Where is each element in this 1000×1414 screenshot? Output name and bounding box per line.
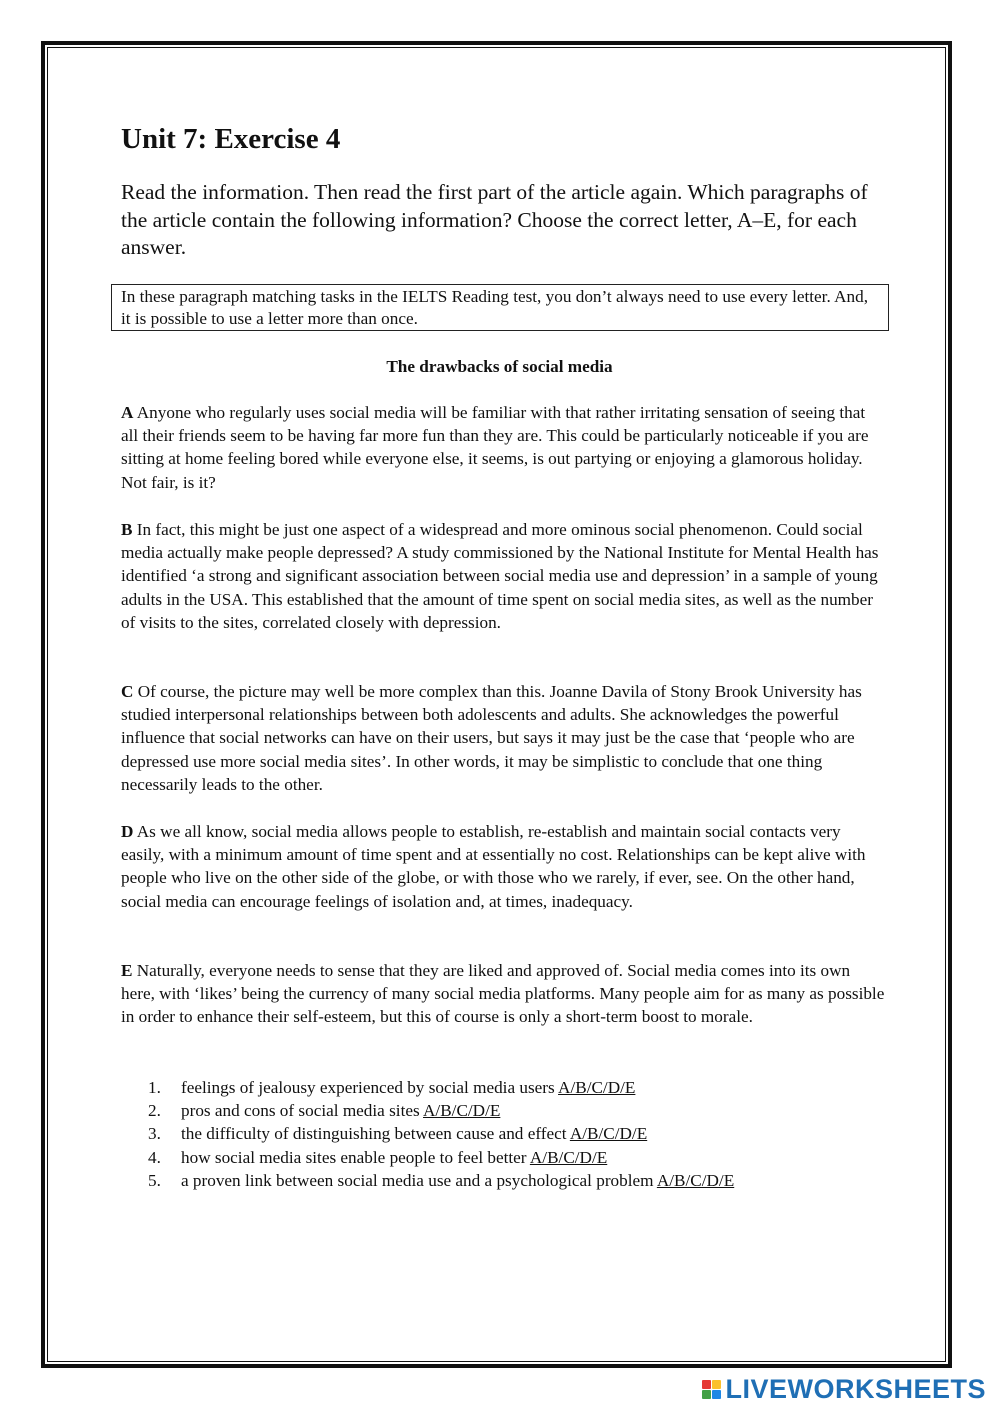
paragraph-letter: A bbox=[121, 403, 134, 422]
paragraph-text: In fact, this might be just one aspect of a widespread and more ominous social phenomenon. Could social media actually make people depressed? A study commissioned by the National Institute for Mental Health has identified ‘a strong and significant association between social media use and depression’ in a sample of young adults in the USA. This established that the amount of time spent on social media sites, as well as the number of visits to the sites, correlated closely with depression. bbox=[121, 520, 879, 632]
logo-square bbox=[702, 1390, 711, 1399]
paragraph-c bbox=[121, 680, 885, 796]
paragraph-letter: C bbox=[121, 682, 134, 701]
paragraph-d bbox=[121, 820, 885, 913]
question-number: 5. bbox=[148, 1170, 161, 1190]
question-text bbox=[181, 1169, 734, 1192]
paragraph-text: Of course, the picture may well be more complex than this. Joanne Davila of Stony Brook University has studied interpersonal relationships between both adolescents and adults. She acknowledges the powerful influence that social networks can have on their users, but says it may just be the case that ‘people who are depressed use more social media sites’. In other words, it may be simplistic to conclude that one thing necessarily leads to the other. bbox=[121, 682, 862, 794]
liveworksheets-watermark bbox=[702, 1374, 986, 1404]
article-title: The drawbacks of social media bbox=[386, 357, 613, 376]
answer-choice[interactable]: A/B/C/D/E bbox=[529, 1147, 608, 1167]
paragraph-letter: B bbox=[121, 520, 133, 539]
tip-box: In these paragraph matching tasks in the IELTS Reading test, you don’t always need to use every letter. And, it is possible to use a letter more than once. bbox=[111, 284, 889, 331]
question-item bbox=[148, 1146, 888, 1169]
paragraph-text: Naturally, everyone needs to sense that they are liked and approved of. Social media comes into its own here, with ‘likes’ being the currency of many social media platforms. Many people aim for as many as possible in order to enhance their self-esteem, but this of course is only a short-term boost to morale. bbox=[121, 961, 885, 1027]
question-prompt: pros and cons of social media sites bbox=[181, 1101, 424, 1121]
question-text bbox=[181, 1122, 647, 1145]
question-number: 3. bbox=[148, 1124, 161, 1144]
question-number: 2. bbox=[148, 1101, 161, 1121]
question-prompt: how social media sites enable people to feel better bbox=[181, 1147, 530, 1167]
answer-choice[interactable]: A/B/C/D/E bbox=[423, 1101, 501, 1121]
question-prompt: feelings of jealousy experienced by social media users bbox=[181, 1078, 559, 1097]
instructions: Read the information. Then read the first part of the article again. Which paragraphs of the article contain the following information? Choose the correct letter, A–E, for each answer. bbox=[121, 180, 868, 259]
question-text bbox=[181, 1099, 500, 1122]
paragraph-b bbox=[121, 518, 885, 634]
paragraph-e bbox=[121, 959, 885, 1029]
question-item bbox=[148, 1099, 888, 1122]
question-item bbox=[148, 1076, 888, 1099]
question-item bbox=[148, 1169, 888, 1192]
logo-square bbox=[712, 1380, 721, 1389]
question-list bbox=[148, 1076, 888, 1192]
paragraph-text: Anyone who regularly uses social media will be familiar with that rather irritating sensation of seeing that all their friends seem to be having far more fun than they are. This could be particularly noticeable if you are sitting at home feeling bored while everyone else, it seems, is out partying or enjoying a glamorous holiday. Not fair, is it? bbox=[121, 403, 869, 492]
question-number: 1. bbox=[148, 1078, 161, 1097]
question-prompt: a proven link between social media use and a psychological problem bbox=[181, 1170, 657, 1190]
answer-choice[interactable]: A/B/C/D/E bbox=[656, 1170, 735, 1190]
logo-square bbox=[712, 1390, 721, 1399]
question-number: 4. bbox=[148, 1147, 161, 1167]
answer-choice[interactable]: A/B/C/D/E bbox=[558, 1078, 636, 1097]
paragraph-letter: E bbox=[121, 961, 133, 980]
page-title: Unit 7: Exercise 4 bbox=[121, 123, 341, 155]
question-text bbox=[181, 1146, 607, 1169]
answer-choice[interactable]: A/B/C/D/E bbox=[569, 1124, 648, 1144]
logo-square bbox=[702, 1380, 711, 1389]
question-text bbox=[181, 1076, 635, 1099]
question-item bbox=[148, 1122, 888, 1145]
question-prompt: the difficulty of distinguishing between cause and effect bbox=[181, 1124, 570, 1144]
liveworksheets-logo-icon bbox=[702, 1380, 721, 1399]
watermark-text: LIVEWORKSHEETS bbox=[725, 1374, 986, 1404]
paragraph-text: As we all know, social media allows people to establish, re-establish and maintain social contacts very easily, with a minimum amount of time spent and at essentially no cost. Relationships can be kept alive with people who live on the other side of the globe, or with those who we rarely, if ever, see. On the other hand, social media can encourage feelings of isolation and, at times, inadequacy. bbox=[121, 822, 866, 911]
paragraph-letter: D bbox=[121, 822, 134, 841]
paragraph-a bbox=[121, 401, 885, 494]
